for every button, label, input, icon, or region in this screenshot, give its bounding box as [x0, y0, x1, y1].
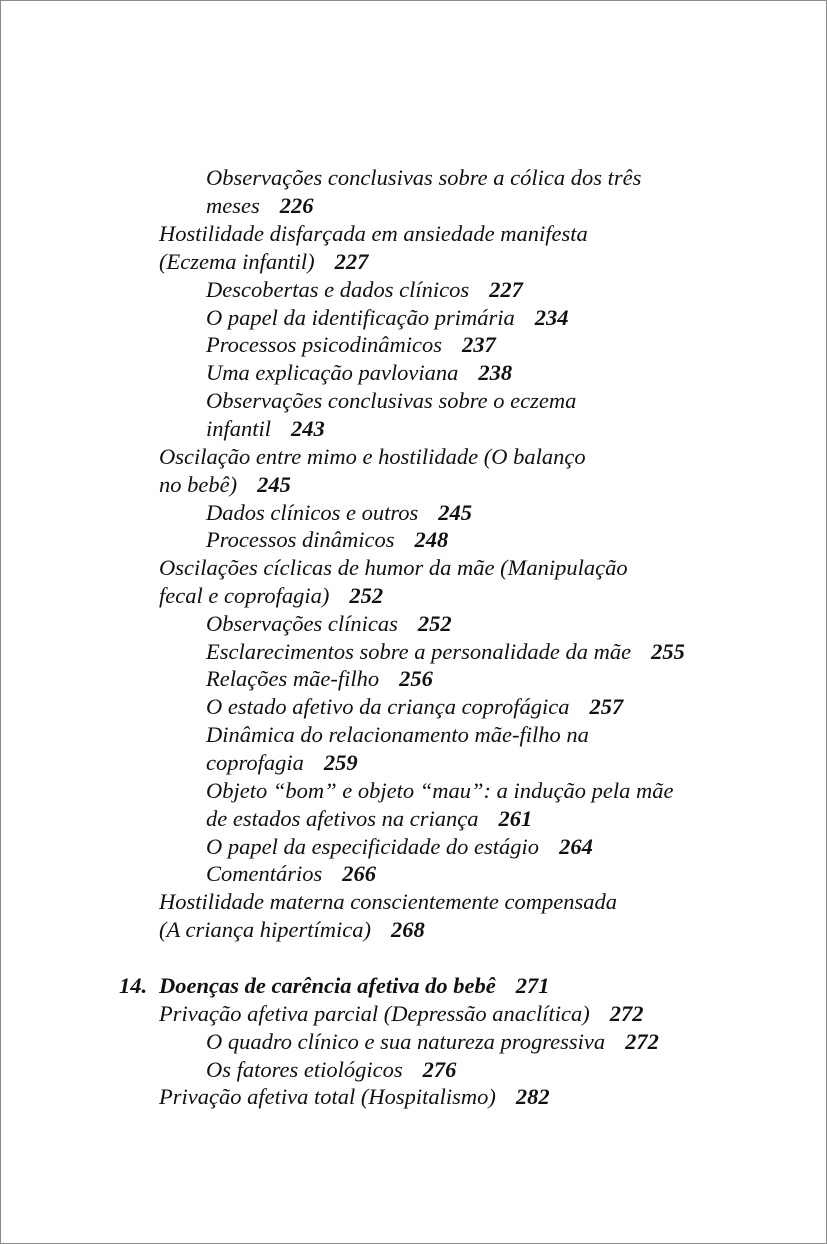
- toc-entry: [159, 471, 291, 499]
- page-number: 255: [651, 639, 685, 664]
- page-number: 259: [323, 750, 358, 775]
- entry-text: Dados clínicos e outros: [206, 500, 419, 525]
- entry-text: (Eczema infantil): [159, 249, 315, 274]
- chapter-heading: [119, 972, 550, 1000]
- page-number: 243: [291, 416, 325, 441]
- toc-entry: [206, 1056, 456, 1084]
- entry-text: meses: [206, 193, 260, 218]
- page-number: 268: [391, 917, 425, 942]
- page-number: 264: [559, 834, 593, 859]
- entry-text: O papel da identificação primária: [206, 305, 515, 330]
- toc-entry: [206, 1028, 659, 1056]
- entry-text: fecal e coprofagia): [159, 583, 330, 608]
- toc-entry: [206, 749, 358, 777]
- page-number: 261: [498, 806, 533, 831]
- toc-entry: [206, 526, 448, 554]
- page-number: 272: [609, 1001, 644, 1026]
- entry-text: Esclarecimentos sobre a personalidade da mãe: [206, 639, 632, 664]
- entry-text: Hostilidade disfarçada em ansiedade manifesta: [159, 221, 588, 246]
- entry-text: Dinâmica do relacionamento mãe-filho na: [206, 722, 589, 747]
- entry-text: Observações clínicas: [206, 611, 398, 636]
- entry-text: Privação afetiva total (Hospitalismo): [159, 1084, 496, 1109]
- toc-entry: [206, 192, 313, 220]
- toc-entry: [206, 665, 433, 693]
- entry-text: Oscilação entre mimo e hostilidade (O balanço: [159, 444, 586, 469]
- page-number: 237: [462, 332, 496, 357]
- entry-text: coprofagia: [206, 750, 304, 775]
- toc-entry: [159, 1083, 550, 1111]
- toc-entry: [206, 777, 673, 805]
- toc-entry: [159, 443, 586, 471]
- entry-text: Os fatores etiológicos: [206, 1057, 403, 1082]
- chapter-number: 14.: [119, 973, 148, 998]
- page-number: 227: [334, 249, 369, 274]
- toc-entry: [206, 638, 685, 666]
- entry-text: Oscilações cíclicas de humor da mãe (Manipulação: [159, 555, 628, 580]
- toc-entry: [206, 276, 523, 304]
- entry-text: infantil: [206, 416, 272, 441]
- toc-entry: [159, 1000, 643, 1028]
- entry-text: no bebê): [159, 472, 238, 497]
- page-number: 256: [399, 666, 433, 691]
- entry-text: Privação afetiva parcial (Depressão anaclítica): [159, 1001, 590, 1026]
- toc-entry: [159, 888, 617, 916]
- toc-entry: [206, 415, 325, 443]
- entry-text: Observações conclusivas sobre o eczema: [206, 388, 577, 413]
- entry-text: Uma explicação pavloviana: [206, 360, 459, 385]
- toc-entry: [206, 693, 623, 721]
- page-number: 257: [589, 694, 624, 719]
- toc-entry: [159, 220, 588, 248]
- toc-entry: [206, 860, 376, 888]
- entry-text: O papel da especificidade do estágio: [206, 834, 540, 859]
- page-number: 252: [349, 583, 384, 608]
- toc-entry: [206, 359, 512, 387]
- toc-entry: [159, 582, 383, 610]
- toc-entry: [159, 248, 368, 276]
- entry-text: O estado afetivo da criança coprofágica: [206, 694, 570, 719]
- page-number: 271: [515, 973, 550, 998]
- page-number: 226: [279, 193, 314, 218]
- entry-text: Hostilidade materna conscientemente compensada: [159, 889, 618, 914]
- page-number: 266: [342, 861, 377, 886]
- toc-entry: [206, 610, 452, 638]
- page-number: 276: [422, 1057, 457, 1082]
- toc-entry: [206, 164, 641, 192]
- page-number: 238: [478, 360, 513, 385]
- entry-text: Processos dinâmicos: [206, 527, 395, 552]
- toc-entry: [206, 304, 568, 332]
- page-number: 245: [438, 500, 473, 525]
- entry-text: Observações conclusivas sobre a cólica dos três: [206, 165, 642, 190]
- page-number: 282: [515, 1084, 550, 1109]
- entry-text: Relações mãe-filho: [206, 666, 380, 691]
- toc-entry: [159, 916, 425, 944]
- entry-text: Processos psicodinâmicos: [206, 332, 443, 357]
- entry-text: Descobertas e dados clínicos: [206, 277, 470, 302]
- toc-entry: [206, 721, 589, 749]
- page-number: 248: [414, 527, 449, 552]
- entry-text: O quadro clínico e sua natureza progressiva: [206, 1029, 606, 1054]
- entry-text: Objeto “bom” e objeto “mau”: a indução pela mãe: [206, 778, 674, 803]
- page-number: 227: [489, 277, 523, 302]
- page-number: 234: [534, 305, 569, 330]
- page-number: 252: [417, 611, 452, 636]
- toc-entry: [206, 499, 472, 527]
- page-number: 245: [257, 472, 291, 497]
- entry-text: (A criança hipertímica): [159, 917, 372, 942]
- entry-text: de estados afetivos na criança: [206, 806, 479, 831]
- toc-entry: [206, 805, 532, 833]
- chapter-title: Doenças de carência afetiva do bebê: [159, 973, 496, 998]
- toc-entry: [206, 833, 593, 861]
- page-number: 272: [625, 1029, 659, 1054]
- toc-entry: [159, 554, 628, 582]
- toc-entry: [206, 387, 576, 415]
- entry-text: Comentários: [206, 861, 323, 886]
- toc-entry: [206, 331, 496, 359]
